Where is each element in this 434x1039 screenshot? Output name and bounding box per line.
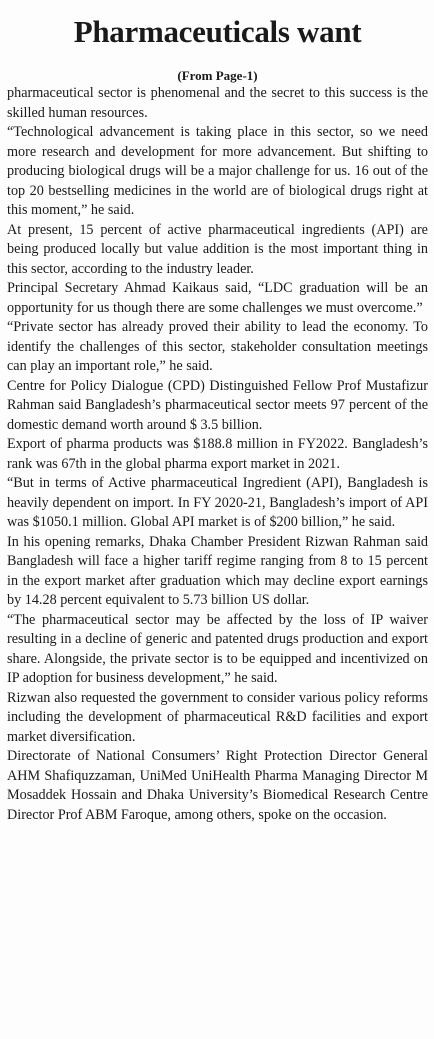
article-paragraph: “The pharmaceutical sector may be affected by the loss of IP waiver resulting in a decline of generic and patented drugs production and export share. Alongside, the private sector is to be equipped and incentivized on IP adoption for business development,” he said. [7,611,428,686]
article-paragraph: “Private sector has already proved their ability to lead the economy. To identify the challenges of this sector, stakeholder consultation meetings can play an important role,” he said. [7,319,428,374]
article-paragraph: pharmaceutical sector is phenomenal and the secret to this success is the skilled human resources. [7,85,428,121]
article-body [7,84,428,825]
article-paragraph: Directorate of National Consumers’ Right Protection Director General AHM Shafiquzzaman, UniMed UniHealth Pharma Managing Director M Mosaddek Hossain and Dhaka University’s Biomedical Research Centre Director Prof ABM Faroque, among others, spoke on the occasion. [7,748,428,823]
article-paragraph: “Technological advancement is taking place in this sector, so we need more research and development for more advancement. But shifting to producing biological drugs will be a major challenge for us. 16 out of the top 20 bestselling medicines in the world are of biological drugs right at this moment,” he said. [7,124,428,218]
article-paragraph: Centre for Policy Dialogue (CPD) Distinguished Fellow Prof Mustafizur Rahman said Bangladesh’s pharmaceutical sector meets 97 percent of the domestic demand worth around $ 3.5 billion. [7,377,428,433]
article-paragraph: “But in terms of Active pharmaceutical Ingredient (API), Bangladesh is heavily dependent on import. In FY 2020-21, Bangladesh’s import of API was $1050.1 million. Global API market is of $200 billion,” he said. [7,475,428,530]
article-paragraph: At present, 15 percent of active pharmaceutical ingredients (API) are being produced locally but value addition is the most important thing in this sector, according to the industry leader. [7,221,428,277]
continued-from-label: (From Page-1) [177,68,258,83]
article-paragraph: Principal Secretary Ahmad Kaikaus said, “LDC graduation will be an opportunity for us though there are some challenges we must overcome.” [7,280,428,316]
article-paragraph: In his opening remarks, Dhaka Chamber President Rizwan Rahman said Bangladesh will face a higher tariff regime ranging from 8 to 15 percent in the export market after graduation which may decline export earnings by 14.28 percent equivalent to 5.73 billion US dollar. [7,533,428,608]
article-paragraph: Export of pharma products was $188.8 million in FY2022. Bangladesh’s rank was 67th in the global pharma export market in 2021. [7,436,428,472]
headline: Pharmaceuticals want [73,14,362,49]
article-paragraph: Rizwan also requested the government to consider various policy reforms including the development of pharmaceutical R&D facilities and export market diversification. [7,689,428,745]
